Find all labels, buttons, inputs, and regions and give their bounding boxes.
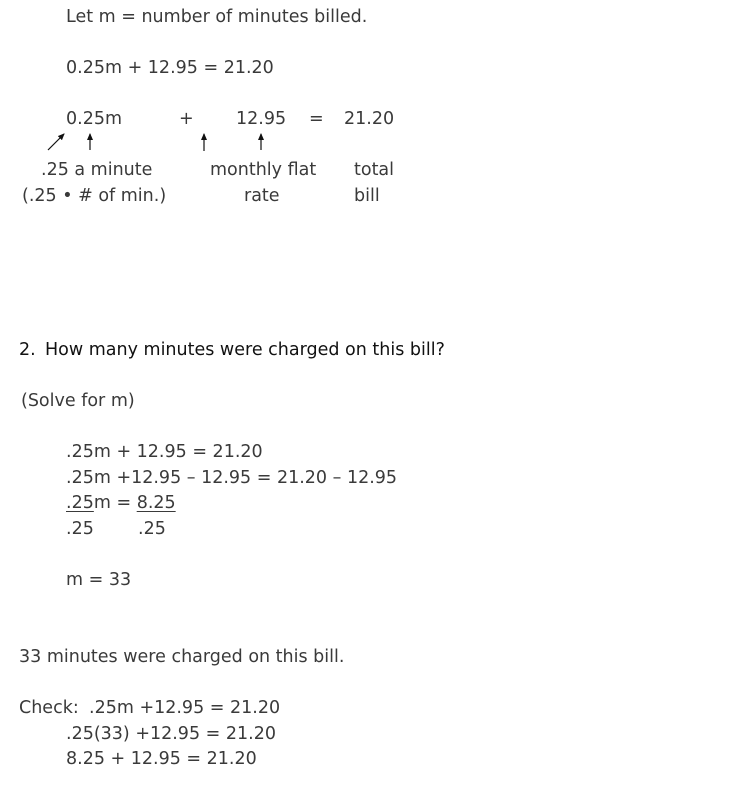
arrow-diagonal-icon (48, 134, 64, 150)
question-number: 2. (19, 340, 36, 360)
equation-flat: 12.95 (236, 109, 287, 129)
equation-total: 21.20 (344, 109, 395, 129)
label-total-line2: bill (354, 186, 380, 206)
check-line-3: 8.25 + 12.95 = 21.20 (66, 749, 257, 769)
solve-step-2: .25m +12.95 – 12.95 = 21.20 – 12.95 (66, 468, 398, 488)
question-text: How many minutes were charged on this bill? (45, 340, 445, 360)
solve-instruction: (Solve for m) (21, 391, 135, 411)
step3-coefficient: .25 (66, 493, 94, 513)
label-total-line1: total (354, 160, 395, 180)
step3-rhs: 8.25 (136, 493, 176, 513)
step3-denominator-right: .25 (138, 519, 166, 539)
solve-step-1: .25m + 12.95 = 21.20 (66, 442, 263, 462)
step3-middle: m = (93, 493, 137, 513)
let-statement: Let m = number of minutes billed. (66, 7, 368, 27)
step3-denominator-left: .25 (66, 519, 94, 539)
equation: 0.25m + 12.95 = 21.20 (66, 58, 274, 78)
equation-equals: = (309, 109, 324, 129)
check-line-1: .25m +12.95 = 21.20 (89, 698, 281, 718)
equation-term: 0.25m (66, 109, 123, 129)
label-flat-line1: monthly flat (210, 160, 317, 180)
check-line-2: .25(33) +12.95 = 21.20 (66, 724, 276, 744)
equation-plus: + (179, 109, 194, 129)
solve-step-3 (66, 495, 176, 513)
answer-statement: 33 minutes were charged on this bill. (19, 647, 345, 667)
solve-result: m = 33 (66, 570, 132, 590)
label-rate-line2: (.25 • # of min.) (22, 186, 167, 206)
label-flat-line2: rate (244, 186, 280, 206)
label-rate-line1: .25 a minute (41, 160, 153, 180)
check-label: Check: (19, 698, 79, 718)
